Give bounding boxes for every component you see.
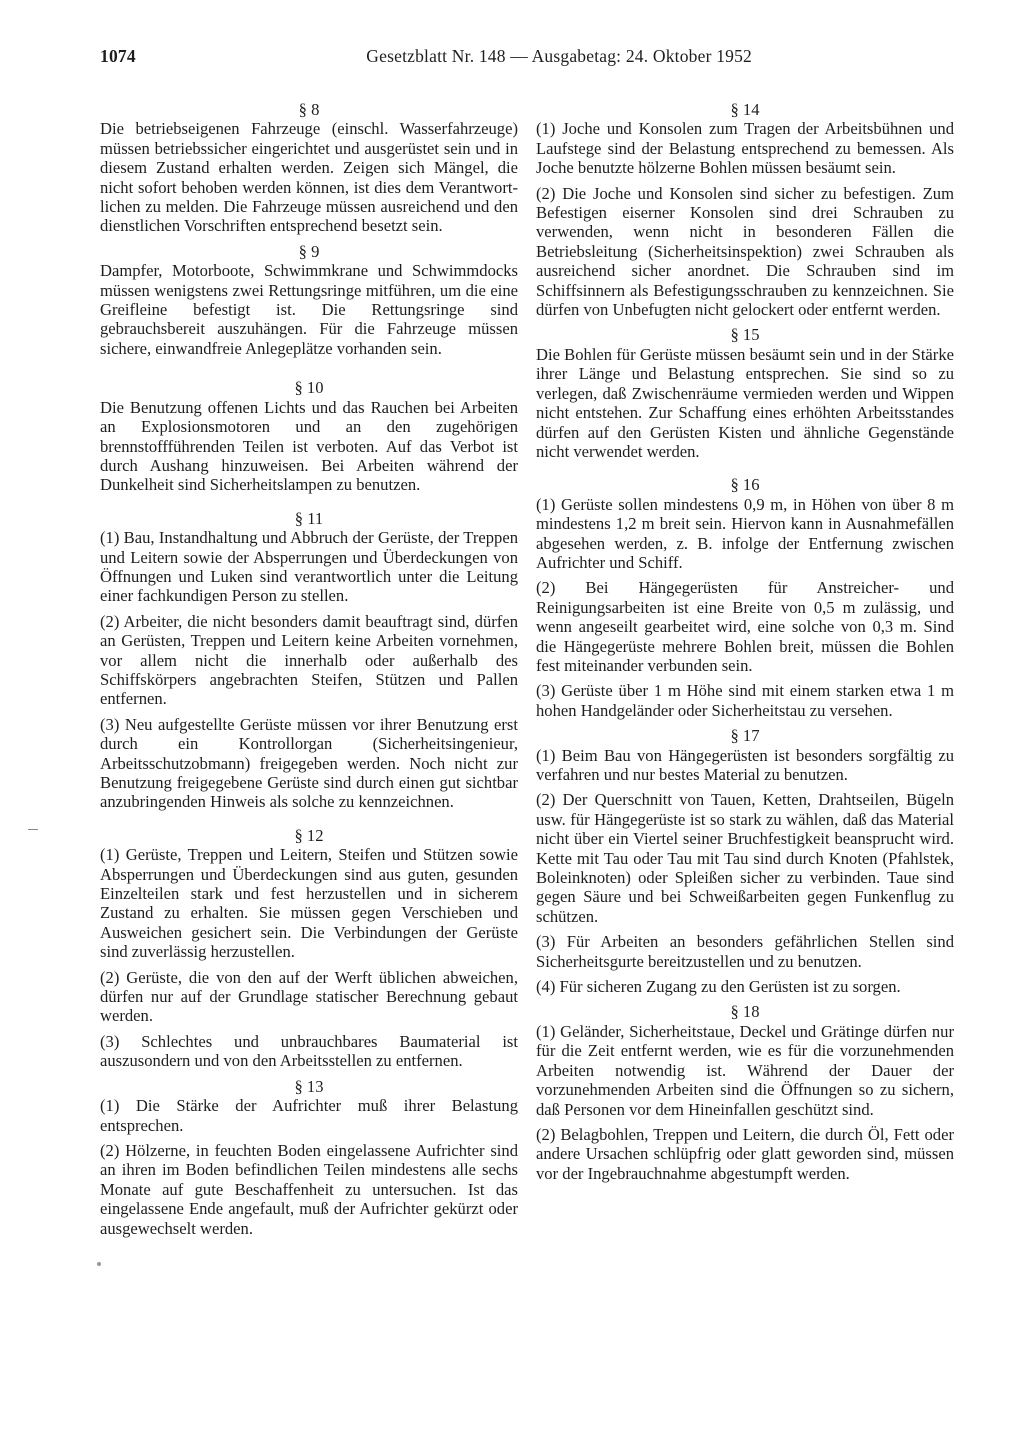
- section-heading: § 11: [294, 508, 324, 528]
- section-14: [536, 100, 954, 319]
- margin-dot: [97, 1262, 101, 1266]
- paragraph: (1) Gerüste, Treppen und Leitern, Steifen und Stützen sowie Absperrungen und Überdeckungen sind aus guten, gesunden Einzelteilen stark und fest herzustellen und in sicherem Zustand zu erhalten. Sie müssen gegen Verschieben und Ausweichen gesichert sein. Die Verbindungen der Gerüste sind zuverlässig herzustellen.: [100, 845, 518, 962]
- section-11: [100, 509, 518, 812]
- page-number: 1074: [100, 46, 136, 66]
- paragraph: (1) Geländer, Sicherheitstaue, Deckel und Grätinge dürfen nur für die Zeit entfernt werden, wie es für die vorzunehmenden Arbeiten notwendig ist. Während der Dauer der vorzunehmenden Arbeiten sind die Öffnungen so zu sichern, daß Personen vor dem Hineinfallen geschützt sind.: [536, 1021, 954, 1119]
- gazette-title: Gesetzblatt Nr. 148 — Ausgabetag: 24. Oktober 1952: [366, 46, 752, 66]
- paragraph: Die Bohlen für Gerüste müssen besäumt sein und in der Stärke ihrer Länge und Belastung entsprechen. Sie sind so zu verlegen, daß Zwischenräume vermieden werden und Wippen nicht entstehen. Zur Schaffung eines erhöhten Arbeitsstandes dürfen auf den Gerüsten Kisten und ähnliche Gegenstände nicht verwendet werden.: [536, 344, 954, 461]
- paragraph: (2) Die Joche und Konsolen sind sicher zu befestigen. Zum Befestigen eiserner Konsolen sind drei Schrauben zu verwenden, wenn nicht in besonderen Fällen die Betriebsleitung (Sicherheitsinspektion) zwei Schrauben als ausreichend sicher anordnet. Die Schrauben sind im Schiffsinnern als Befestigungsschrauben zu kennzeichnen. Sie dürfen von Unbefugten nicht gelockert oder entfernt werden.: [536, 183, 954, 320]
- paragraph: Die betriebseigenen Fahrzeuge (einschl. Wasserfahrzeuge) müssen betriebssicher eingerichtet und ausgerüstet sein und in diesem Zustand erhalten werden. Zeigen sich Mängel, die nicht sofort behoben werden können, ist dies dem Verantwortlichen zu melden. Die Fahrzeuge müssen ausreichend und den dienstlichen Vorschriften entsprechend besetzt sein.: [100, 119, 518, 236]
- paragraph: (2) Hölzerne, in feuchten Boden eingelassene Aufrichter sind an ihren im Boden befindlichen Teilen mindestens alle sechs Monate auf gute Beschaffenheit zu untersuchen. Ist das eingelassene Ende angefault, muß der Aufrichter gekürzt oder ausgewechselt werden.: [100, 1140, 518, 1238]
- section-13: [100, 1077, 518, 1238]
- paragraph: (2) Gerüste, die von den auf der Werft üblichen abweichen, dürfen nur auf der Grundlage statischer Berechnung gebaut werden.: [100, 967, 518, 1026]
- section-18: [536, 1002, 954, 1183]
- page-header: [100, 46, 752, 67]
- paragraph: (1) Gerüste sollen mindestens 0,9 m, in Höhen von über 8 m mindestens 1,2 m breit sein. Hiervon kann in Ausnahmefällen abgesehen werden, z. B. infolge der Entfernung zwischen Aufrichter und Schiff.: [536, 494, 954, 572]
- margin-mark: [28, 829, 38, 830]
- section-heading: § 14: [730, 100, 760, 119]
- section-heading: § 9: [298, 241, 320, 261]
- paragraph: (3) Für Arbeiten an besonders gefährlichen Stellen sind Sicherheitsgurte bereitzustellen und zu benutzen.: [536, 932, 954, 971]
- section-heading: § 17: [730, 726, 760, 746]
- section-10: [100, 378, 518, 494]
- section-heading: § 18: [730, 1002, 760, 1022]
- paragraph: (1) Beim Bau von Hängegerüsten ist besonders sorgfältig zu verfahren und nur bestes Material zu benutzen.: [536, 745, 954, 784]
- section-heading: § 15: [730, 325, 760, 345]
- section-heading: § 13: [294, 1076, 324, 1096]
- section-15: [536, 325, 954, 461]
- section-heading: § 10: [294, 378, 324, 398]
- paragraph: Dampfer, Motorboote, Schwimmkrane und Schwimmdocks müssen wenigstens zwei Rettungsringe mitführen, um die eine Greifleine befestigt ist. Die Rettungsringe sind gebrauchsbereit auszuhängen. Für die Fahrzeuge müssen sichere, einwandfreie Anlegeplätze vorhanden sein.: [100, 261, 518, 358]
- paragraph: (3) Neu aufgestellte Gerüste müssen vor ihrer Benutzung erst durch ein Kontrollorgan (Sicherheitsingenieur, Arbeitsschutzobmann) freigegeben werden. Noch nicht zur Benutzung freigegebene Gerüste sind durch einen gut sichtbar anzubringenden Hinweis als solche zu kennzeichnen.: [100, 714, 518, 812]
- paragraph: (2) Arbeiter, die nicht besonders damit beauftragt sind, dürfen an Gerüsten, Treppen und Leitern keine Arbeiten vornehmen, vor allem nicht die innerhalb oder außerhalb des Schiffskörpers angebrachten Steifen, Stützen und Pallen entfernen.: [100, 611, 518, 709]
- paragraph: (3) Schlechtes und unbrauchbares Baumaterial ist auszusondern und von den Arbeitsstellen zu entfernen.: [100, 1031, 518, 1071]
- paragraph: (2) Der Querschnitt von Tauen, Ketten, Drahtseilen, Bügeln usw. für Hängegerüste ist so stark zu wählen, daß das Material nicht über ein Viertel seiner Bruchfestigkeit beansprucht wird. Kette mit Tau oder Tau mit Tau sind durch Knoten (Pfahlstek, Boleinknoten) oder Spleißen sicher zu verbinden. Taue sind gegen Säure und bei Schweißarbeiten gegen Funkenflug zu schützen.: [536, 790, 954, 926]
- paragraph: (2) Belagbohlen, Treppen und Leitern, die durch Öl, Fett oder andere Ursachen schlüpfrig oder glatt geworden sind, müssen vor der Ingebrauchnahme abgestumpft werden.: [536, 1124, 954, 1183]
- paragraph: (4) Für sicheren Zugang zu den Gerüsten ist zu sorgen.: [536, 977, 901, 997]
- left-column: [100, 100, 518, 1244]
- section-heading: § 8: [298, 100, 320, 119]
- paragraph: (1) Bau, Instandhaltung und Abbruch der Gerüste, der Treppen und Leitern sowie der Absperrungen und Überdeckungen von Öffnungen und Luken sind verantwortlich unter die Leitung einer fachkundigen Person zu stellen.: [100, 528, 518, 606]
- section-heading: § 12: [294, 825, 324, 845]
- section-heading: § 16: [730, 475, 760, 495]
- paragraph: (1) Die Stärke der Aufrichter muß ihrer Belastung entsprechen.: [100, 1096, 518, 1135]
- paragraph: (3) Gerüste über 1 m Höhe sind mit einem starken etwa 1 m hohen Handgeländer oder Sicherheitstau zu versehen.: [536, 681, 954, 720]
- right-column: [536, 100, 954, 1189]
- section-16: [536, 475, 954, 720]
- section-8: [100, 100, 518, 236]
- section-12: [100, 826, 518, 1071]
- paragraph: (1) Joche und Konsolen zum Tragen der Arbeitsbühnen und Laufstege sind der Belastung entsprechend zu bemessen. Als Joche benutzte hölzerne Bohlen müssen besäumt sein.: [536, 119, 954, 178]
- section-17: [536, 726, 954, 996]
- paragraph: (2) Bei Hängegerüsten für Anstreicher- und Reinigungsarbeiten ist eine Breite von 0,5 m zulässig, und wenn angeseilt gearbeitet wird, eine solche von 0,3 m. Sind die Hängegerüste mehrere Bohlen breit, müssen die Bohlen fest miteinander verbunden sein.: [536, 578, 954, 675]
- section-9: [100, 242, 518, 358]
- paragraph: Die Benutzung offenen Lichts und das Rauchen bei Arbeiten an Explosionsmotoren und an den zugehörigen brennstoffführenden Teilen ist verboten. Auf das Verbot ist durch Aushang hinzuweisen. Bei Arbeiten während der Dunkelheit sind Sicherheitslampen zu benutzen.: [100, 397, 518, 495]
